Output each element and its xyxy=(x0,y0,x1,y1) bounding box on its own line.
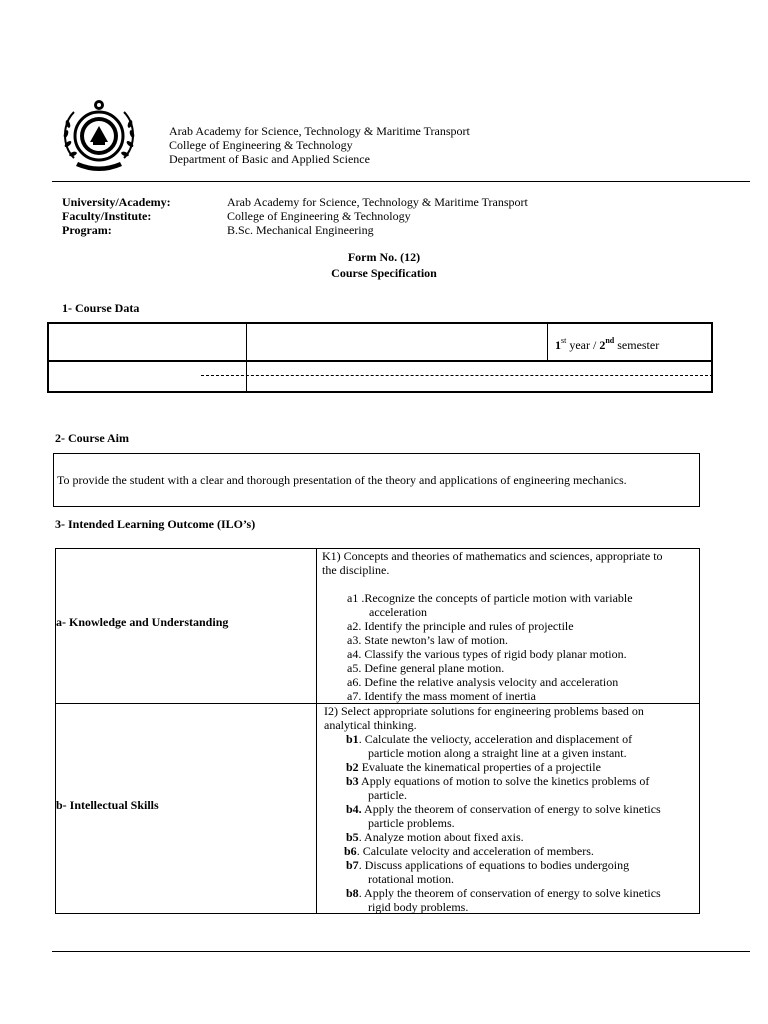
ilo-b8-text: . Apply the theorem of conservation of energy to solve kinetics xyxy=(358,886,661,900)
ilo-a1-cont: acceleration xyxy=(369,605,427,619)
table-divider xyxy=(316,704,317,913)
dashed-line xyxy=(201,375,713,376)
ilo-a2: a2. Identify the principle and rules of projectile xyxy=(347,619,574,633)
ilo-b6 xyxy=(344,844,594,858)
ilo-b6-text: . Calculate velocity and acceleration of members. xyxy=(356,844,594,858)
header-org-line-1: Arab Academy for Science, Technology & Maritime Transport xyxy=(169,124,470,138)
program-label: Program: xyxy=(62,223,112,237)
ilo-b6-code: b6 xyxy=(344,844,357,858)
ilo-b1 xyxy=(346,732,632,746)
ilo-a4: a4. Classify the various types of rigid body planar motion. xyxy=(347,647,627,661)
header-divider xyxy=(52,181,750,182)
ilo-b8 xyxy=(346,886,661,900)
ilo-b8-cont: rigid body problems. xyxy=(368,900,469,914)
faculty-label: Faculty/Institute: xyxy=(62,209,152,223)
semester-number: 2 xyxy=(599,338,606,352)
ilo-b4-code: b4. xyxy=(346,802,362,816)
footer-divider xyxy=(52,951,750,952)
ilo-knowledge-label: a- Knowledge and Understanding xyxy=(56,615,229,629)
ilo-b7-code: b7 xyxy=(346,858,359,872)
ilo-b5-text: . Analyze motion about fixed axis. xyxy=(358,830,524,844)
semester-word: semester xyxy=(614,338,660,352)
ilo-k1-line-1: K1) Concepts and theories of mathematics and sciences, appropriate to xyxy=(322,549,663,563)
ilo-b1-text: . Calculate the veliocty, acceleration and displacement of xyxy=(358,732,633,746)
header-org-line-3: Department of Basic and Applied Science xyxy=(169,152,370,166)
semester-suffix: nd xyxy=(605,336,615,345)
year-semester-cell xyxy=(555,338,659,352)
ilo-a1: a1 .Recognize the concepts of particle motion with variable xyxy=(347,591,633,605)
form-number: Form No. (12) xyxy=(347,250,421,264)
form-title: Course Specification xyxy=(331,266,437,280)
ilo-intellectual-label: b- Intellectual Skills xyxy=(56,798,159,812)
section-course-data-heading: 1- Course Data xyxy=(62,301,140,315)
year-suffix: st xyxy=(561,336,567,345)
ilo-b5 xyxy=(346,830,524,844)
ilo-a5: a5. Define general plane motion. xyxy=(347,661,505,675)
ilo-i2-line-1: I2) Select appropriate solutions for engineering problems based on xyxy=(324,704,644,718)
ilo-b7-text: . Discuss applications of equations to bodies undergoing xyxy=(358,858,630,872)
ilo-b1-cont: particle motion along a straight line at a given instant. xyxy=(368,746,627,760)
table-divider xyxy=(316,549,317,704)
ilo-b4-cont: particle problems. xyxy=(368,816,455,830)
ilo-b3 xyxy=(346,774,649,788)
course-aim-box xyxy=(53,453,700,507)
ilo-b7 xyxy=(346,858,629,872)
ilo-a6: a6. Define the relative analysis velocity and acceleration xyxy=(347,675,619,689)
year-number: 1 xyxy=(555,338,561,352)
ilo-k1-line-2: the discipline. xyxy=(322,563,390,577)
ilo-b4 xyxy=(346,802,661,816)
header-org-line-2: College of Engineering & Technology xyxy=(169,138,353,152)
section-ilo-heading: 3- Intended Learning Outcome (ILO’s) xyxy=(55,517,256,531)
university-value: Arab Academy for Science, Technology & Maritime Transport xyxy=(227,195,528,209)
section-course-aim-heading: 2- Course Aim xyxy=(55,431,129,445)
ilo-b2-code: b2 xyxy=(346,760,359,774)
ilo-b3-cont: particle. xyxy=(368,788,407,802)
ilo-b1-code: b1 xyxy=(346,732,359,746)
table-divider xyxy=(547,324,548,360)
ilo-b4-text: Apply the theorem of conservation of energy to solve kinetics xyxy=(361,802,661,816)
ilo-b2-text: Evaluate the kinematical properties of a projectile xyxy=(358,760,601,774)
ilo-b2 xyxy=(346,760,601,774)
ilo-b8-code: b8 xyxy=(346,886,359,900)
ilo-knowledge-row xyxy=(55,548,700,704)
ilo-a7: a7. Identify the mass moment of inertia xyxy=(347,689,536,703)
ilo-intellectual-row xyxy=(55,704,700,914)
academy-seal-icon xyxy=(60,96,138,176)
course-data-table xyxy=(47,322,713,393)
program-value: B.Sc. Mechanical Engineering xyxy=(227,223,374,237)
ilo-b3-text: Apply equations of motion to solve the kinetics problems of xyxy=(358,774,650,788)
ilo-i2-line-2: analytical thinking. xyxy=(324,718,417,732)
course-aim-text: To provide the student with a clear and thorough presentation of the theory and applications of engineering mechanics. xyxy=(57,473,627,487)
ilo-b3-code: b3 xyxy=(346,774,359,788)
university-label: University/Academy: xyxy=(62,195,171,209)
ilo-b5-code: b5 xyxy=(346,830,359,844)
ilo-b7-cont: rotational motion. xyxy=(368,872,454,886)
ilo-a3: a3. State newton’s law of motion. xyxy=(347,633,508,647)
year-word: year / xyxy=(566,338,600,352)
table-divider xyxy=(49,360,711,362)
table-divider xyxy=(246,324,247,391)
faculty-value: College of Engineering & Technology xyxy=(227,209,411,223)
